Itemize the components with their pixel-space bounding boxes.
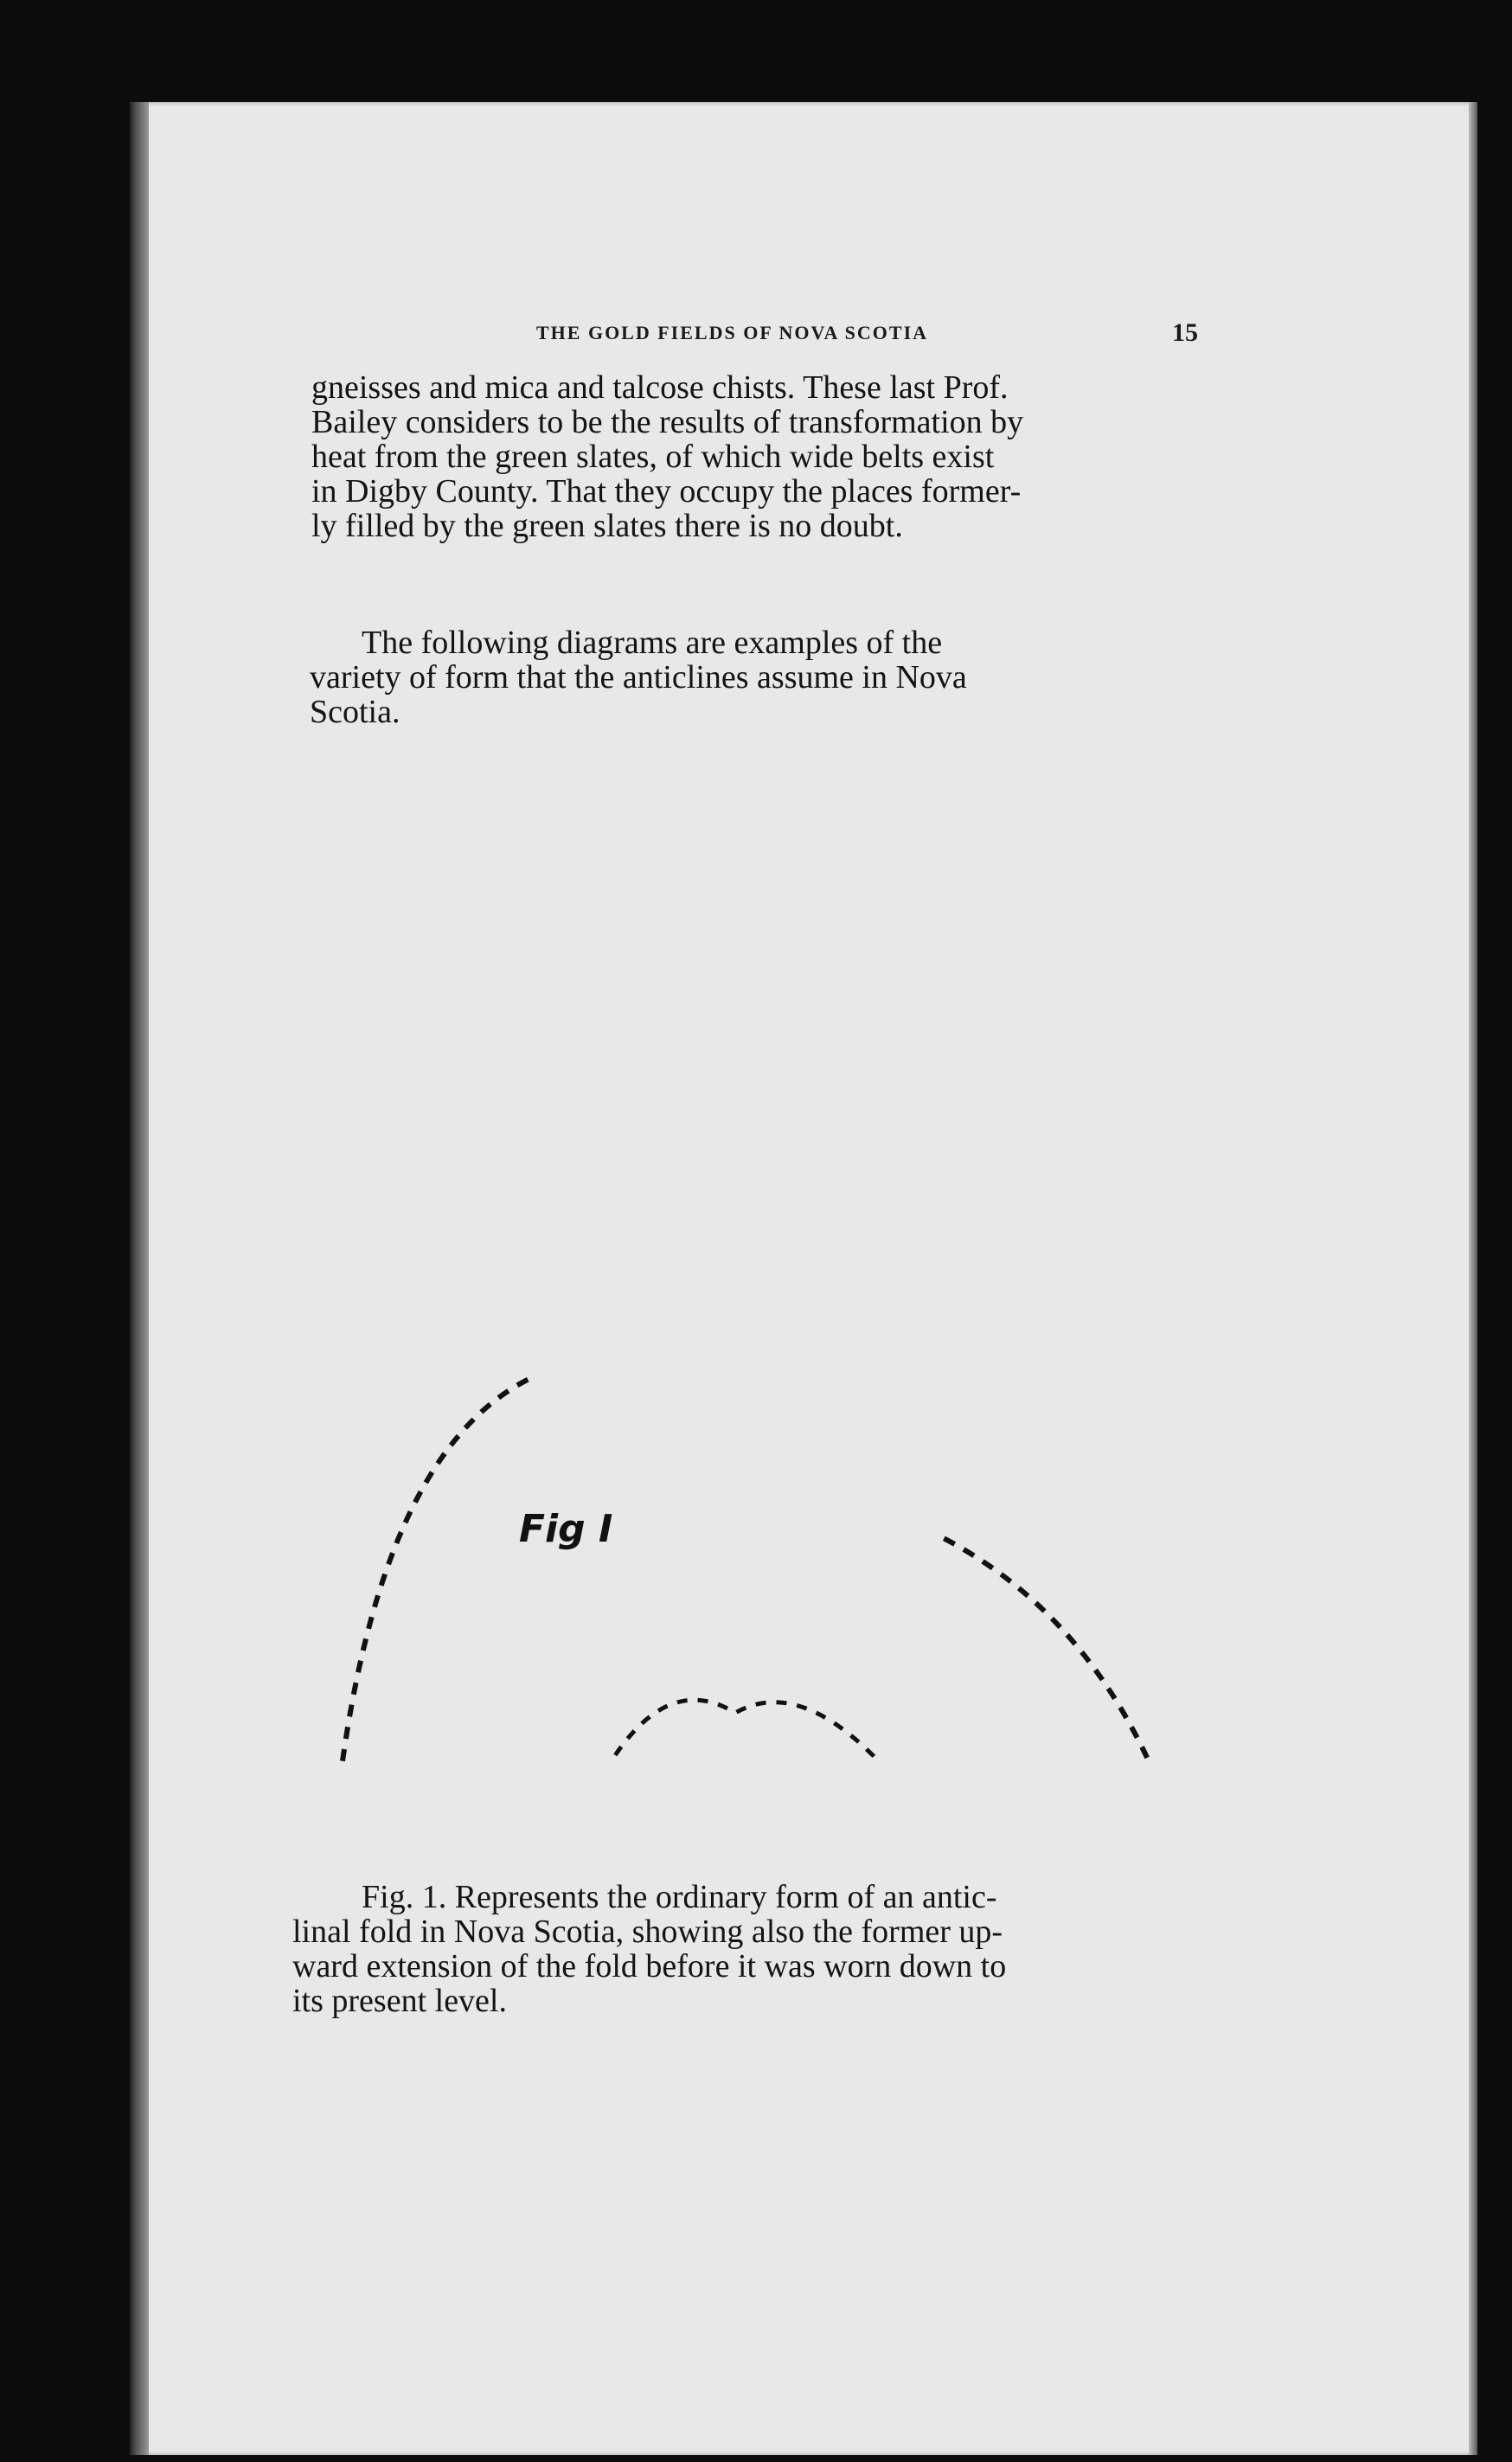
outer-dashed-arch-left (330, 1375, 536, 1763)
paragraph-line: Scotia. (310, 694, 400, 730)
anticline-diagram (130, 811, 1477, 1763)
running-head: THE GOLD FIELDS OF NOVA SCOTIA (536, 322, 929, 343)
paragraph-line: in Digby County. That they occupy the places former- (311, 473, 1022, 510)
paragraph-2 (310, 625, 1330, 729)
caption-line: its present level. (292, 1983, 507, 2019)
paragraph-line: gneisses and mica and talcose chists. These last Prof. (311, 369, 1009, 406)
paragraph-line: ly filled by the green slates there is no doubt. (311, 508, 903, 544)
book-page (130, 102, 1477, 2455)
caption-line: ward extension of the fold before it was worn down to (292, 1948, 1007, 1984)
paragraph-line: Bailey considers to be the results of transformation by (311, 404, 1024, 440)
figure-caption (292, 1880, 1313, 2018)
page-number: 15 (1172, 318, 1198, 347)
outer-dashed-arch-right (939, 1536, 1207, 1763)
figure-title: Fig I (519, 1507, 613, 1551)
paragraph-line: heat from the green slates, of which wide belts exist (311, 439, 995, 475)
paragraph-line: variety of form that the anticlines assume in Nova (310, 659, 967, 696)
paragraph-line: The following diagrams are examples of the (362, 625, 943, 661)
inner-dashed-arch (536, 1700, 969, 1763)
caption-line: Fig. 1. Represents the ordinary form of an antic- (362, 1879, 997, 1915)
caption-line: linal fold in Nova Scotia, showing also the former up- (292, 1914, 1003, 1950)
paragraph-1 (311, 370, 1332, 543)
